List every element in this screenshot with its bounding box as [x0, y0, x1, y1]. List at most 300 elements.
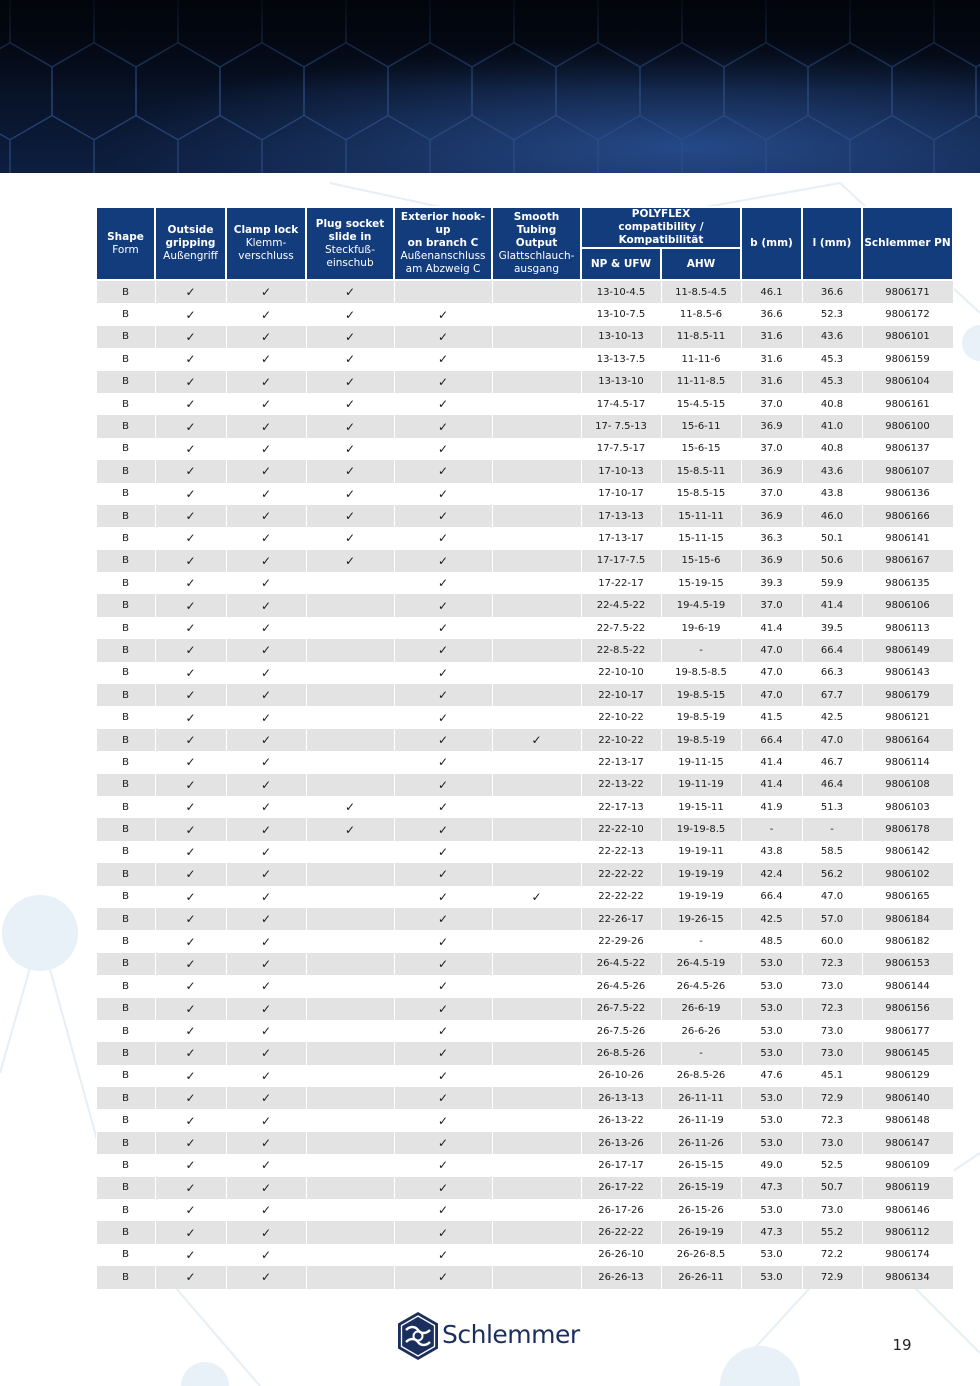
- cell-shape: B: [96, 572, 155, 594]
- cell-clamp-lock: ✓: [226, 729, 306, 751]
- cell-ahw: -: [661, 639, 741, 661]
- cell-outside-gripping: ✓: [155, 975, 226, 997]
- cell-outside-gripping: ✓: [155, 1132, 226, 1154]
- cell-exterior-hookup: ✓: [394, 908, 492, 930]
- cell-shape: B: [96, 1244, 155, 1266]
- cell-b-mm: 53.0: [741, 1109, 802, 1131]
- cell-clamp-lock: ✓: [226, 662, 306, 684]
- table-row: [96, 953, 953, 975]
- cell-ahw: 11-8.5-6: [661, 303, 741, 325]
- cell-pn: 9806156: [862, 998, 953, 1020]
- cell-ahw: 19-19-19: [661, 863, 741, 885]
- cell-shape: B: [96, 1132, 155, 1154]
- cell-shape: B: [96, 280, 155, 303]
- cell-ahw: 26-11-11: [661, 1087, 741, 1109]
- cell-clamp-lock: ✓: [226, 371, 306, 393]
- cell-plug-socket: ✓: [306, 280, 394, 303]
- cell-b-mm: 36.9: [741, 550, 802, 572]
- cell-l-mm: 50.6: [802, 550, 862, 572]
- cell-np-ufw: 17-17-7.5: [581, 550, 661, 572]
- cell-l-mm: 66.3: [802, 662, 862, 684]
- cell-clamp-lock: ✓: [226, 550, 306, 572]
- cell-smooth-tubing: [492, 348, 581, 370]
- cell-outside-gripping: ✓: [155, 617, 226, 639]
- cell-exterior-hookup: ✓: [394, 1065, 492, 1087]
- cell-ahw: 15-11-15: [661, 527, 741, 549]
- col-b-mm: b (mm): [741, 207, 802, 280]
- cell-ahw: 15-19-15: [661, 572, 741, 594]
- cell-exterior-hookup: ✓: [394, 371, 492, 393]
- cell-l-mm: 47.0: [802, 729, 862, 751]
- cell-l-mm: 73.0: [802, 975, 862, 997]
- table-row: [96, 438, 953, 460]
- cell-shape: B: [96, 1109, 155, 1131]
- cell-shape: B: [96, 886, 155, 908]
- cell-np-ufw: 17-4.5-17: [581, 393, 661, 415]
- cell-outside-gripping: ✓: [155, 280, 226, 303]
- table-row: [96, 1020, 953, 1042]
- cell-exterior-hookup: ✓: [394, 639, 492, 661]
- cell-b-mm: 43.8: [741, 841, 802, 863]
- cell-outside-gripping: ✓: [155, 751, 226, 773]
- cell-b-mm: 36.9: [741, 415, 802, 437]
- cell-np-ufw: 26-4.5-26: [581, 975, 661, 997]
- cell-np-ufw: 26-7.5-26: [581, 1020, 661, 1042]
- cell-exterior-hookup: ✓: [394, 998, 492, 1020]
- cell-clamp-lock: ✓: [226, 818, 306, 840]
- cell-b-mm: 36.3: [741, 527, 802, 549]
- cell-b-mm: 66.4: [741, 886, 802, 908]
- cell-smooth-tubing: [492, 617, 581, 639]
- table-row: [96, 975, 953, 997]
- table-row: [96, 1065, 953, 1087]
- cell-outside-gripping: ✓: [155, 348, 226, 370]
- cell-l-mm: 51.3: [802, 796, 862, 818]
- cell-outside-gripping: ✓: [155, 953, 226, 975]
- cell-outside-gripping: ✓: [155, 438, 226, 460]
- cell-shape: B: [96, 1177, 155, 1199]
- cell-outside-gripping: ✓: [155, 1266, 226, 1288]
- cell-plug-socket: ✓: [306, 371, 394, 393]
- cell-l-mm: 72.9: [802, 1087, 862, 1109]
- cell-clamp-lock: ✓: [226, 280, 306, 303]
- col-np-ufw: NP & UFW: [581, 248, 661, 280]
- cell-ahw: 19-11-15: [661, 751, 741, 773]
- cell-ahw: 26-26-11: [661, 1266, 741, 1288]
- cell-clamp-lock: ✓: [226, 1244, 306, 1266]
- cell-exterior-hookup: ✓: [394, 1177, 492, 1199]
- cell-outside-gripping: ✓: [155, 460, 226, 482]
- cell-b-mm: 53.0: [741, 1266, 802, 1288]
- cell-plug-socket: [306, 1042, 394, 1064]
- cell-b-mm: 48.5: [741, 930, 802, 952]
- cell-clamp-lock: ✓: [226, 438, 306, 460]
- cell-exterior-hookup: ✓: [394, 326, 492, 348]
- cell-outside-gripping: ✓: [155, 930, 226, 952]
- cell-plug-socket: ✓: [306, 460, 394, 482]
- cell-plug-socket: [306, 1065, 394, 1087]
- cell-exterior-hookup: ✓: [394, 796, 492, 818]
- cell-exterior-hookup: ✓: [394, 617, 492, 639]
- cell-l-mm: 46.7: [802, 751, 862, 773]
- cell-clamp-lock: ✓: [226, 1266, 306, 1288]
- cell-pn: 9806143: [862, 662, 953, 684]
- cell-np-ufw: 13-13-7.5: [581, 348, 661, 370]
- cell-smooth-tubing: [492, 460, 581, 482]
- cell-exterior-hookup: ✓: [394, 348, 492, 370]
- cell-b-mm: 47.3: [741, 1177, 802, 1199]
- cell-shape: B: [96, 998, 155, 1020]
- cell-plug-socket: [306, 774, 394, 796]
- cell-b-mm: 53.0: [741, 998, 802, 1020]
- cell-plug-socket: [306, 1266, 394, 1288]
- cell-np-ufw: 22-7.5-22: [581, 617, 661, 639]
- cell-clamp-lock: ✓: [226, 1221, 306, 1243]
- cell-plug-socket: [306, 639, 394, 661]
- cell-l-mm: 59.9: [802, 572, 862, 594]
- cell-shape: B: [96, 975, 155, 997]
- cell-smooth-tubing: [492, 415, 581, 437]
- cell-shape: B: [96, 751, 155, 773]
- cell-plug-socket: ✓: [306, 393, 394, 415]
- cell-b-mm: 31.6: [741, 371, 802, 393]
- cell-smooth-tubing: [492, 527, 581, 549]
- cell-ahw: 26-11-26: [661, 1132, 741, 1154]
- cell-smooth-tubing: [492, 371, 581, 393]
- table-row: [96, 818, 953, 840]
- cell-outside-gripping: ✓: [155, 998, 226, 1020]
- cell-ahw: 19-8.5-19: [661, 729, 741, 751]
- table-row: [96, 863, 953, 885]
- cell-clamp-lock: ✓: [226, 594, 306, 616]
- cell-ahw: 15-8.5-11: [661, 460, 741, 482]
- cell-pn: 9806161: [862, 393, 953, 415]
- cell-l-mm: 43.6: [802, 460, 862, 482]
- cell-outside-gripping: ✓: [155, 1221, 226, 1243]
- cell-outside-gripping: ✓: [155, 483, 226, 505]
- cell-plug-socket: [306, 863, 394, 885]
- cell-l-mm: 50.7: [802, 1177, 862, 1199]
- cell-smooth-tubing: [492, 930, 581, 952]
- cell-l-mm: 55.2: [802, 1221, 862, 1243]
- cell-np-ufw: 26-4.5-22: [581, 953, 661, 975]
- cell-b-mm: 53.0: [741, 1087, 802, 1109]
- cell-smooth-tubing: [492, 550, 581, 572]
- cell-b-mm: 49.0: [741, 1154, 802, 1176]
- cell-b-mm: -: [741, 818, 802, 840]
- cell-plug-socket: [306, 684, 394, 706]
- cell-plug-socket: ✓: [306, 303, 394, 325]
- cell-clamp-lock: ✓: [226, 1087, 306, 1109]
- col-outside-gripping: Outside gripping Außengriff: [155, 207, 226, 280]
- cell-np-ufw: 22-10-10: [581, 662, 661, 684]
- cell-ahw: 19-26-15: [661, 908, 741, 930]
- cell-exterior-hookup: ✓: [394, 1244, 492, 1266]
- cell-outside-gripping: ✓: [155, 371, 226, 393]
- cell-smooth-tubing: [492, 1266, 581, 1288]
- cell-l-mm: -: [802, 818, 862, 840]
- cell-outside-gripping: ✓: [155, 527, 226, 549]
- col-polyflex-group: POLYFLEX compatibility / Kompatibilität: [581, 207, 741, 248]
- cell-l-mm: 43.8: [802, 483, 862, 505]
- cell-ahw: 15-6-15: [661, 438, 741, 460]
- cell-l-mm: 73.0: [802, 1020, 862, 1042]
- cell-b-mm: 47.0: [741, 639, 802, 661]
- cell-smooth-tubing: [492, 1109, 581, 1131]
- cell-exterior-hookup: ✓: [394, 1266, 492, 1288]
- cell-shape: B: [96, 550, 155, 572]
- cell-pn: 9806164: [862, 729, 953, 751]
- cell-shape: B: [96, 1221, 155, 1243]
- cell-clamp-lock: ✓: [226, 1042, 306, 1064]
- cell-ahw: 26-4.5-19: [661, 953, 741, 975]
- cell-l-mm: 45.3: [802, 348, 862, 370]
- cell-np-ufw: 26-8.5-26: [581, 1042, 661, 1064]
- cell-pn: 9806107: [862, 460, 953, 482]
- cell-shape: B: [96, 1087, 155, 1109]
- cell-np-ufw: 22-22-10: [581, 818, 661, 840]
- cell-shape: B: [96, 1266, 155, 1288]
- table-row: [96, 415, 953, 437]
- cell-np-ufw: 22-13-17: [581, 751, 661, 773]
- cell-smooth-tubing: ✓: [492, 729, 581, 751]
- cell-exterior-hookup: ✓: [394, 774, 492, 796]
- table-row: [96, 729, 953, 751]
- cell-plug-socket: [306, 1154, 394, 1176]
- cell-b-mm: 41.4: [741, 774, 802, 796]
- cell-np-ufw: 22-10-22: [581, 729, 661, 751]
- cell-exterior-hookup: ✓: [394, 751, 492, 773]
- cell-smooth-tubing: [492, 975, 581, 997]
- cell-clamp-lock: ✓: [226, 348, 306, 370]
- cell-exterior-hookup: ✓: [394, 393, 492, 415]
- cell-ahw: 19-4.5-19: [661, 594, 741, 616]
- cell-exterior-hookup: ✓: [394, 930, 492, 952]
- cell-ahw: 19-8.5-15: [661, 684, 741, 706]
- cell-np-ufw: 17-13-17: [581, 527, 661, 549]
- cell-clamp-lock: ✓: [226, 483, 306, 505]
- cell-smooth-tubing: [492, 438, 581, 460]
- cell-shape: B: [96, 796, 155, 818]
- col-schlemmer-pn: Schlemmer PN: [862, 207, 953, 280]
- cell-exterior-hookup: ✓: [394, 415, 492, 437]
- cell-np-ufw: 22-17-13: [581, 796, 661, 818]
- cell-ahw: 26-15-26: [661, 1199, 741, 1221]
- cell-b-mm: 53.0: [741, 975, 802, 997]
- cell-ahw: 26-19-19: [661, 1221, 741, 1243]
- cell-smooth-tubing: ✓: [492, 886, 581, 908]
- cell-np-ufw: 26-13-13: [581, 1087, 661, 1109]
- cell-ahw: 19-19-8.5: [661, 818, 741, 840]
- cell-ahw: 11-11-6: [661, 348, 741, 370]
- cell-plug-socket: ✓: [306, 550, 394, 572]
- cell-pn: 9806174: [862, 1244, 953, 1266]
- cell-shape: B: [96, 371, 155, 393]
- cell-b-mm: 53.0: [741, 1244, 802, 1266]
- cell-clamp-lock: ✓: [226, 1132, 306, 1154]
- cell-np-ufw: 26-26-10: [581, 1244, 661, 1266]
- cell-smooth-tubing: [492, 1020, 581, 1042]
- cell-pn: 9806141: [862, 527, 953, 549]
- cell-ahw: 26-15-15: [661, 1154, 741, 1176]
- cell-clamp-lock: ✓: [226, 1020, 306, 1042]
- cell-np-ufw: 26-17-26: [581, 1199, 661, 1221]
- col-exterior-hookup: Exterior hook-up on branch C Außenanschluss am Abzweig C: [394, 207, 492, 280]
- cell-outside-gripping: ✓: [155, 774, 226, 796]
- cell-np-ufw: 26-17-22: [581, 1177, 661, 1199]
- cell-l-mm: 52.3: [802, 303, 862, 325]
- table-row: [96, 505, 953, 527]
- cell-l-mm: 60.0: [802, 930, 862, 952]
- cell-ahw: 19-8.5-8.5: [661, 662, 741, 684]
- cell-smooth-tubing: [492, 1132, 581, 1154]
- cell-clamp-lock: ✓: [226, 998, 306, 1020]
- cell-pn: 9806137: [862, 438, 953, 460]
- cell-exterior-hookup: ✓: [394, 1087, 492, 1109]
- cell-plug-socket: [306, 1199, 394, 1221]
- cell-l-mm: 45.3: [802, 371, 862, 393]
- cell-l-mm: 72.3: [802, 1109, 862, 1131]
- table-row: [96, 572, 953, 594]
- cell-ahw: 15-8.5-15: [661, 483, 741, 505]
- cell-smooth-tubing: [492, 818, 581, 840]
- cell-b-mm: 37.0: [741, 483, 802, 505]
- cell-b-mm: 36.9: [741, 460, 802, 482]
- cell-b-mm: 47.6: [741, 1065, 802, 1087]
- cell-outside-gripping: ✓: [155, 796, 226, 818]
- cell-outside-gripping: ✓: [155, 415, 226, 437]
- cell-outside-gripping: ✓: [155, 662, 226, 684]
- cell-pn: 9806172: [862, 303, 953, 325]
- cell-pn: 9806184: [862, 908, 953, 930]
- table-row: [96, 751, 953, 773]
- cell-shape: B: [96, 348, 155, 370]
- cell-pn: 9806121: [862, 706, 953, 728]
- cell-clamp-lock: ✓: [226, 863, 306, 885]
- cell-shape: B: [96, 483, 155, 505]
- cell-np-ufw: 13-10-4.5: [581, 280, 661, 303]
- cell-plug-socket: [306, 908, 394, 930]
- cell-clamp-lock: ✓: [226, 1177, 306, 1199]
- cell-b-mm: 37.0: [741, 393, 802, 415]
- cell-l-mm: 39.5: [802, 617, 862, 639]
- cell-l-mm: 46.4: [802, 774, 862, 796]
- cell-exterior-hookup: ✓: [394, 438, 492, 460]
- cell-exterior-hookup: ✓: [394, 662, 492, 684]
- cell-np-ufw: 22-26-17: [581, 908, 661, 930]
- cell-outside-gripping: ✓: [155, 1199, 226, 1221]
- cell-pn: 9806149: [862, 639, 953, 661]
- cell-pn: 9806167: [862, 550, 953, 572]
- cell-shape: B: [96, 1065, 155, 1087]
- cell-clamp-lock: ✓: [226, 1065, 306, 1087]
- cell-pn: 9806103: [862, 796, 953, 818]
- cell-np-ufw: 17-7.5-17: [581, 438, 661, 460]
- cell-b-mm: 37.0: [741, 594, 802, 616]
- cell-outside-gripping: ✓: [155, 886, 226, 908]
- cell-ahw: -: [661, 930, 741, 952]
- cell-smooth-tubing: [492, 863, 581, 885]
- cell-outside-gripping: ✓: [155, 684, 226, 706]
- cell-exterior-hookup: ✓: [394, 886, 492, 908]
- table-row: [96, 1042, 953, 1064]
- cell-pn: 9806113: [862, 617, 953, 639]
- cell-ahw: 19-19-19: [661, 886, 741, 908]
- cell-np-ufw: 26-26-13: [581, 1266, 661, 1288]
- cell-shape: B: [96, 841, 155, 863]
- cell-outside-gripping: ✓: [155, 326, 226, 348]
- cell-np-ufw: 22-8.5-22: [581, 639, 661, 661]
- cell-clamp-lock: ✓: [226, 751, 306, 773]
- cell-smooth-tubing: [492, 841, 581, 863]
- cell-outside-gripping: ✓: [155, 1020, 226, 1042]
- cell-clamp-lock: ✓: [226, 684, 306, 706]
- cell-l-mm: 42.5: [802, 706, 862, 728]
- logo-wordmark: Schlemmer: [442, 1320, 580, 1349]
- cell-plug-socket: [306, 1244, 394, 1266]
- cell-ahw: 19-19-11: [661, 841, 741, 863]
- cell-shape: B: [96, 527, 155, 549]
- cell-ahw: 15-4.5-15: [661, 393, 741, 415]
- cell-clamp-lock: ✓: [226, 303, 306, 325]
- cell-np-ufw: 26-13-22: [581, 1109, 661, 1131]
- table-row: [96, 326, 953, 348]
- table-row: [96, 1199, 953, 1221]
- cell-b-mm: 36.9: [741, 505, 802, 527]
- cell-ahw: 15-11-11: [661, 505, 741, 527]
- cell-l-mm: 58.5: [802, 841, 862, 863]
- cell-exterior-hookup: ✓: [394, 863, 492, 885]
- cell-l-mm: 46.0: [802, 505, 862, 527]
- cell-shape: B: [96, 415, 155, 437]
- cell-outside-gripping: ✓: [155, 393, 226, 415]
- table-row: [96, 1244, 953, 1266]
- table-row: [96, 280, 953, 303]
- cell-plug-socket: [306, 1221, 394, 1243]
- cell-pn: 9806177: [862, 1020, 953, 1042]
- cell-shape: B: [96, 1042, 155, 1064]
- cell-outside-gripping: ✓: [155, 1177, 226, 1199]
- cell-exterior-hookup: ✓: [394, 953, 492, 975]
- cell-l-mm: 72.2: [802, 1244, 862, 1266]
- cell-outside-gripping: ✓: [155, 572, 226, 594]
- table-row: [96, 774, 953, 796]
- cell-plug-socket: [306, 594, 394, 616]
- cell-plug-socket: [306, 572, 394, 594]
- table-row: [96, 1109, 953, 1131]
- cell-b-mm: 42.5: [741, 908, 802, 930]
- cell-ahw: 19-15-11: [661, 796, 741, 818]
- cell-shape: B: [96, 662, 155, 684]
- cell-outside-gripping: ✓: [155, 818, 226, 840]
- cell-plug-socket: [306, 706, 394, 728]
- cell-outside-gripping: ✓: [155, 1087, 226, 1109]
- cell-shape: B: [96, 639, 155, 661]
- cell-clamp-lock: ✓: [226, 841, 306, 863]
- cell-smooth-tubing: [492, 1087, 581, 1109]
- cell-np-ufw: 26-7.5-22: [581, 998, 661, 1020]
- cell-np-ufw: 17-10-13: [581, 460, 661, 482]
- cell-pn: 9806146: [862, 1199, 953, 1221]
- cell-shape: B: [96, 594, 155, 616]
- table-row: [96, 1132, 953, 1154]
- cell-clamp-lock: ✓: [226, 393, 306, 415]
- cell-pn: 9806108: [862, 774, 953, 796]
- cell-exterior-hookup: ✓: [394, 505, 492, 527]
- cell-clamp-lock: ✓: [226, 1199, 306, 1221]
- cell-clamp-lock: ✓: [226, 572, 306, 594]
- table-row: [96, 527, 953, 549]
